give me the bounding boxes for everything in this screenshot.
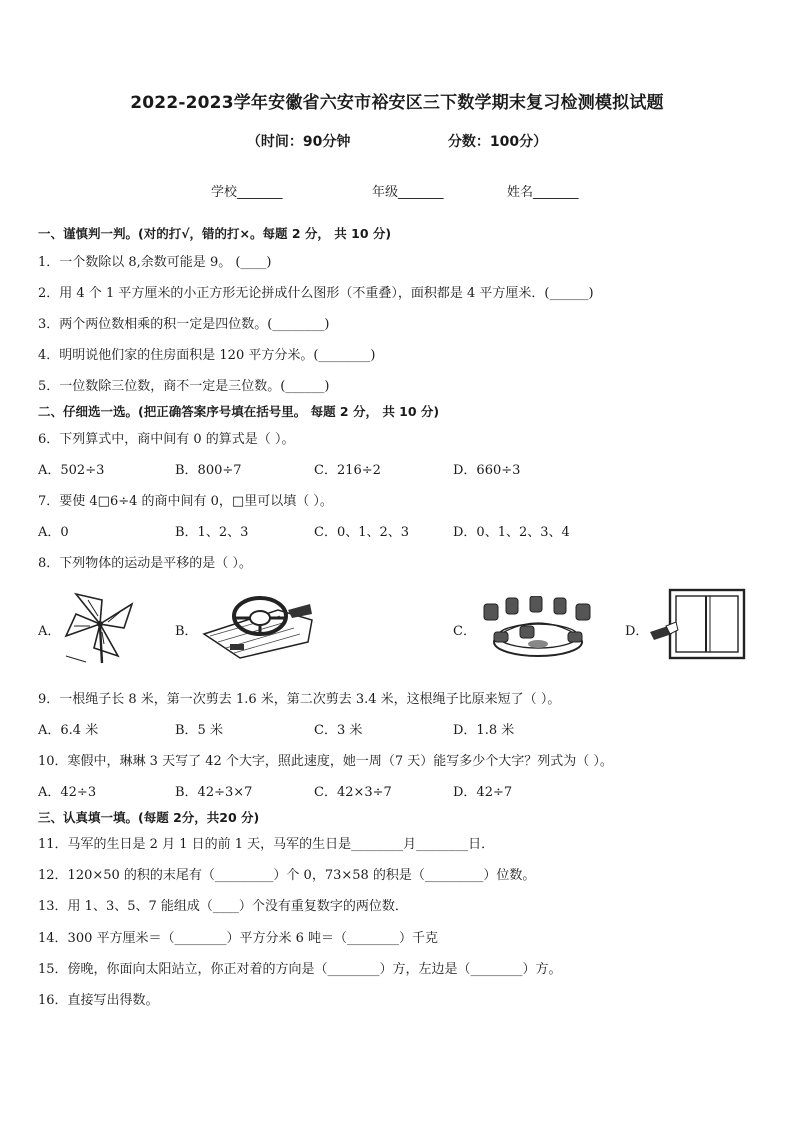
steering-wheel-icon	[200, 590, 314, 660]
carousel-icon	[476, 596, 600, 660]
name-field: 姓名_______	[507, 185, 579, 200]
q10-option-d: D．42÷7	[453, 785, 513, 800]
question-7: 7．要使 4□6÷4 的商中间有 0，□里可以填（ ）。	[38, 494, 333, 509]
question-10: 10．寒假中，琳琳 3 天写了 42 个大字，照此速度，她一周（7 天）能写多少个大字？列式为（ ）。	[38, 754, 613, 769]
question-8: 8．下列物体的运动是平移的是（ ）。	[38, 556, 252, 571]
question-1: 1．一个数除以 8,余数可能是 9。 (____)	[38, 255, 272, 270]
question-4: 4．明明说他们家的住房面积是 120 平方分米。(________)	[38, 348, 376, 363]
q10-option-c: C．42×3÷7	[314, 785, 392, 800]
q9-option-a: A．6.4 米	[38, 723, 99, 738]
question-6: 6．下列算式中，商中间有 0 的算式是（ ）。	[38, 432, 295, 447]
question-13: 13．用 1、3、5、7 能组成（____）个没有重复数字的两位数．	[38, 899, 408, 914]
question-5: 5．一位数除三位数，商不一定是三位数。(______)	[38, 379, 330, 394]
section-heading-2: 二、仔细选一选。(把正确答案序号填在括号里。 每题 2 分， 共 10 分)	[38, 404, 440, 419]
page-title: 2022-2023学年安徽省六安市裕安区三下数学期末复习检测模拟试题	[130, 93, 664, 113]
school-field: 学校_______	[211, 185, 283, 200]
q9-option-b: B．5 米	[175, 723, 223, 738]
question-14: 14．300 平方厘米＝（________）平方分米 6 吨＝（________）千克	[38, 931, 439, 946]
question-3: 3．两个两位数相乘的积一定是四位数。(________)	[38, 317, 330, 332]
q8-option-d: D．	[625, 624, 649, 639]
q6-option-d: D．660÷3	[453, 463, 521, 478]
question-12: 12．120×50 的积的末尾有（_________）个 0，73×58 的积是（_________）位数。	[38, 868, 536, 883]
q9-option-c: C．3 米	[314, 723, 363, 738]
section-heading-1: 一、谨慎判一判。(对的打√，错的打×。每题 2 分， 共 10 分)	[38, 226, 392, 241]
q6-option-c: C．216÷2	[314, 463, 381, 478]
q9-option-d: D．1.8 米	[453, 723, 515, 738]
exam-time-score: （时间：90分钟 分数：100分）	[246, 134, 548, 150]
section-heading-3: 三、认真填一填。(每题 2分，共20 分)	[38, 810, 260, 825]
q8-option-c: C．	[453, 624, 476, 639]
q6-option-a: A．502÷3	[38, 463, 105, 478]
question-16: 16．直接写出得数。	[38, 993, 159, 1008]
q7-option-d: D．0、1、2、3、4	[453, 525, 570, 540]
grade-field: 年级_______	[372, 185, 444, 200]
q10-option-a: A．42÷3	[38, 785, 97, 800]
q7-option-c: C．0、1、2、3	[314, 525, 410, 540]
question-11: 11．马军的生日是 2 月 1 日的前 1 天，马军的生日是________月________日．	[38, 837, 495, 852]
q7-option-b: B．1、2、3	[175, 525, 249, 540]
q10-option-b: B．42÷3×7	[175, 785, 253, 800]
pinwheel-icon	[58, 586, 142, 664]
question-15: 15．傍晚，你面向太阳站立，你正对着的方向是（________）方，左边是（________）方。	[38, 962, 562, 977]
sliding-window-icon	[648, 588, 748, 660]
q7-option-a: A．0	[38, 525, 69, 540]
q8-option-a: A．	[38, 624, 61, 639]
q6-option-b: B．800÷7	[175, 463, 242, 478]
question-9: 9．一根绳子长 8 米，第一次剪去 1.6 米，第二次剪去 3.4 米，这根绳子比原来短了（ ）。	[38, 692, 561, 707]
q8-option-b: B．	[175, 624, 198, 639]
question-2: 2．用 4 个 1 平方厘米的小正方形无论拼成什么图形（不重叠），面积都是 4 平方厘米．(______)	[38, 286, 594, 301]
